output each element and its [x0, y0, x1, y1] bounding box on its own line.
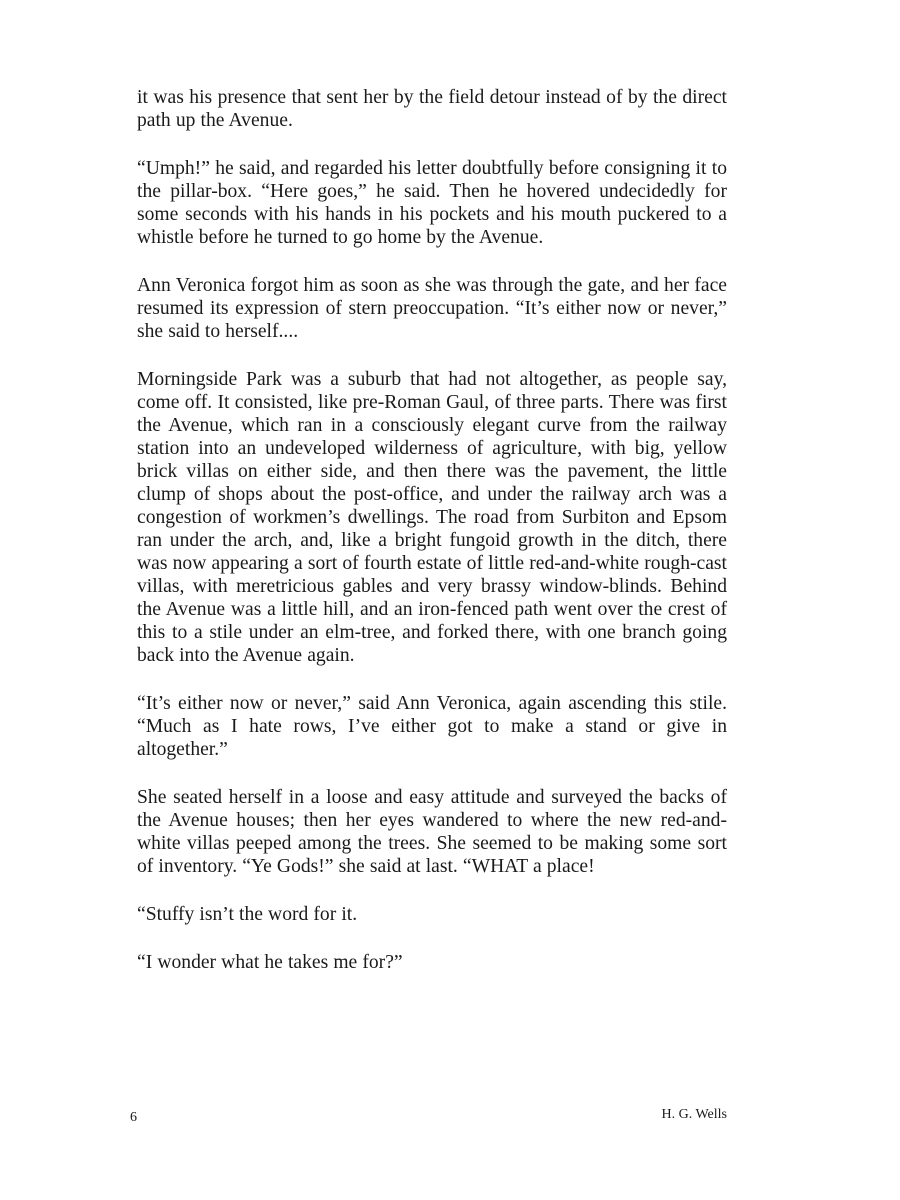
paragraph-6: She seated herself in a loose and easy attitude and surveyed the backs of the Avenue houses; then her eyes wandered to where the new red-and-white villas peeped among the trees. She seemed to be making some sort of inventory. “Ye Gods!” she said at last. “WHAT a place!: [137, 787, 727, 877]
paragraph-8: “I wonder what he takes me for?”: [137, 952, 403, 973]
paragraph-4: Morningside Park was a suburb that had not altogether, as people say, come off. It consisted, like pre-Roman Gaul, of three parts. There was first the Avenue, which ran in a consciously elegant curve from the railway station into an undeveloped wilderness of agriculture, with big, yellow brick villas on either side, and then there was the pavement, the little clump of shops about the post-office, and under the railway arch was a congestion of workmen’s dwellings. The road from Surbiton and Epsom ran under the arch, and, like a bright fungoid growth in the ditch, there was now appearing a sort of fourth estate of little red-and-white rough-cast villas, with meretricious gables and very brassy window-blinds. Behind the Avenue was a little hill, and an iron-fenced path went over the crest of this to a stile under an elm-tree, and forked there, with one branch going back into the Avenue again.: [137, 369, 727, 666]
page-number: 6: [130, 1110, 137, 1125]
paragraph-5: “It’s either now or never,” said Ann Veronica, again ascending this stile. “Much as I hate rows, I’ve either got to make a stand or give in altogether.”: [137, 693, 727, 760]
paragraph-1: it was his presence that sent her by the field detour instead of by the direct path up the Avenue.: [137, 87, 727, 131]
paragraph-7: “Stuffy isn’t the word for it.: [137, 904, 358, 925]
paragraph-2: “Umph!” he said, and regarded his letter doubtfully before consigning it to the pillar-box. “Here goes,” he said. Then he hovered undecidedly for some seconds with his hands in his pockets and his mouth puckered to a whistle before he turned to go home by the Avenue.: [137, 158, 727, 248]
body-text: [137, 86, 727, 999]
paragraph-3: Ann Veronica forgot him as soon as she was through the gate, and her face resumed its expression of stern preoccupation. “It’s either now or never,” she said to herself....: [137, 275, 727, 342]
running-footer-author: H. G. Wells: [661, 1107, 727, 1122]
